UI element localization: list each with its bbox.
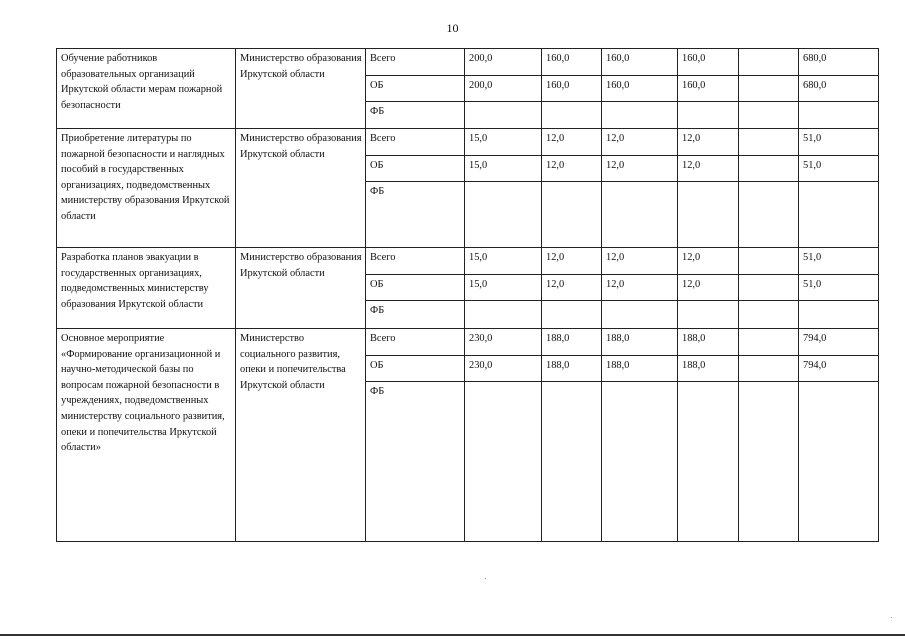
funding-amount-cell	[739, 329, 799, 356]
funding-source: ФБ	[366, 102, 465, 129]
funding-amount-cell	[739, 382, 799, 542]
funding-amount-cell	[678, 182, 739, 248]
funding-amount-cell: 160,0	[542, 76, 602, 102]
funding-source: ОБ	[366, 76, 465, 102]
funding-amount-cell: 12,0	[602, 248, 678, 275]
responsible-executor: Министерство образования Иркутской области	[236, 49, 366, 129]
funding-amount-cell: 160,0	[602, 76, 678, 102]
funding-amount-cell: 200,0	[465, 76, 542, 102]
funding-amount-cell: 188,0	[602, 356, 678, 382]
funding-amount-cell: 15,0	[465, 275, 542, 301]
budget-table-body	[57, 49, 879, 542]
responsible-executor: Министерство образования Иркутской области	[236, 129, 366, 248]
funding-amount-cell: 51,0	[799, 248, 879, 275]
activity-description: Основное мероприятие «Формирование организационной и научно-методической базы по вопросам пожарной безопасности в учреждениях, подведомственных министерству социального развития, опеки и попечительства Иркутской области»	[57, 329, 236, 542]
funding-amount-cell: 12,0	[602, 275, 678, 301]
scan-speck	[891, 617, 892, 618]
funding-amount-cell: 51,0	[799, 156, 879, 182]
funding-amount-cell	[799, 182, 879, 248]
funding-amount-cell	[678, 382, 739, 542]
funding-amount-cell	[602, 182, 678, 248]
funding-amount-cell: 12,0	[542, 129, 602, 156]
funding-amount-cell: 51,0	[799, 129, 879, 156]
table-row	[57, 49, 879, 76]
funding-amount-cell	[602, 301, 678, 329]
funding-amount-cell	[799, 382, 879, 542]
funding-amount-cell: 12,0	[602, 129, 678, 156]
funding-amount-cell: 12,0	[678, 129, 739, 156]
funding-amount-cell	[465, 301, 542, 329]
funding-amount-cell: 12,0	[678, 275, 739, 301]
funding-amount-cell	[739, 356, 799, 382]
funding-amount-cell	[465, 382, 542, 542]
scan-bottom-edge	[0, 634, 905, 636]
responsible-executor: Министерство образования Иркутской области	[236, 248, 366, 329]
funding-amount-cell	[739, 275, 799, 301]
activity-description: Приобретение литературы по пожарной безопасности и наглядных пособий в государственных организациях, подведомственных министерству образования Иркутской области	[57, 129, 236, 248]
budget-table	[56, 48, 879, 542]
funding-amount-cell: 188,0	[678, 356, 739, 382]
funding-source: ОБ	[366, 275, 465, 301]
funding-amount-cell: 12,0	[542, 248, 602, 275]
funding-amount-cell	[739, 102, 799, 129]
funding-amount-cell	[602, 102, 678, 129]
activity-description: Обучение работников образовательных организаций Иркутской области мерам пожарной безопасности	[57, 49, 236, 129]
funding-amount-cell: 188,0	[542, 356, 602, 382]
funding-amount-cell	[739, 76, 799, 102]
funding-source: Всего	[366, 248, 465, 275]
funding-source: ФБ	[366, 182, 465, 248]
funding-source: ФБ	[366, 301, 465, 329]
funding-amount-cell	[739, 301, 799, 329]
funding-source: ФБ	[366, 382, 465, 542]
funding-source: Всего	[366, 329, 465, 356]
funding-amount-cell: 160,0	[678, 76, 739, 102]
scan-speck	[485, 578, 486, 579]
funding-amount-cell	[739, 129, 799, 156]
funding-amount-cell: 12,0	[602, 156, 678, 182]
funding-amount-cell	[465, 182, 542, 248]
funding-amount-cell: 230,0	[465, 356, 542, 382]
funding-amount-cell: 188,0	[542, 329, 602, 356]
funding-amount-cell	[602, 382, 678, 542]
funding-amount-cell	[542, 102, 602, 129]
funding-amount-cell: 188,0	[678, 329, 739, 356]
funding-amount-cell	[739, 248, 799, 275]
page-number: 10	[446, 21, 459, 35]
funding-amount-cell: 12,0	[678, 156, 739, 182]
funding-amount-cell: 15,0	[465, 248, 542, 275]
table-row	[57, 329, 879, 356]
funding-amount-cell: 12,0	[678, 248, 739, 275]
funding-amount-cell: 12,0	[542, 275, 602, 301]
funding-amount-cell: 230,0	[465, 329, 542, 356]
funding-amount-cell: 188,0	[602, 329, 678, 356]
funding-amount-cell: 160,0	[602, 49, 678, 76]
funding-amount-cell: 12,0	[542, 156, 602, 182]
funding-amount-cell	[542, 382, 602, 542]
table-row	[57, 129, 879, 156]
funding-amount-cell	[739, 49, 799, 76]
funding-amount-cell: 680,0	[799, 76, 879, 102]
funding-amount-cell	[799, 102, 879, 129]
funding-amount-cell	[799, 301, 879, 329]
funding-amount-cell: 680,0	[799, 49, 879, 76]
funding-amount-cell	[542, 301, 602, 329]
table-row	[57, 248, 879, 275]
responsible-executor: Министерство социального развития, опеки и попечительства Иркутской области	[236, 329, 366, 542]
funding-amount-cell: 15,0	[465, 129, 542, 156]
funding-source: ОБ	[366, 356, 465, 382]
funding-amount-cell: 15,0	[465, 156, 542, 182]
funding-amount-cell: 160,0	[678, 49, 739, 76]
funding-source: Всего	[366, 49, 465, 76]
funding-amount-cell	[465, 102, 542, 129]
funding-amount-cell: 794,0	[799, 329, 879, 356]
funding-amount-cell	[739, 156, 799, 182]
funding-source: Всего	[366, 129, 465, 156]
funding-amount-cell	[678, 301, 739, 329]
funding-amount-cell	[678, 102, 739, 129]
funding-amount-cell: 794,0	[799, 356, 879, 382]
funding-source: ОБ	[366, 156, 465, 182]
funding-amount-cell: 51,0	[799, 275, 879, 301]
activity-description: Разработка планов эвакуации в государственных организациях, подведомственных министерству образования Иркутской области	[57, 248, 236, 329]
funding-amount-cell: 200,0	[465, 49, 542, 76]
funding-amount-cell	[739, 182, 799, 248]
funding-amount-cell: 160,0	[542, 49, 602, 76]
funding-amount-cell	[542, 182, 602, 248]
